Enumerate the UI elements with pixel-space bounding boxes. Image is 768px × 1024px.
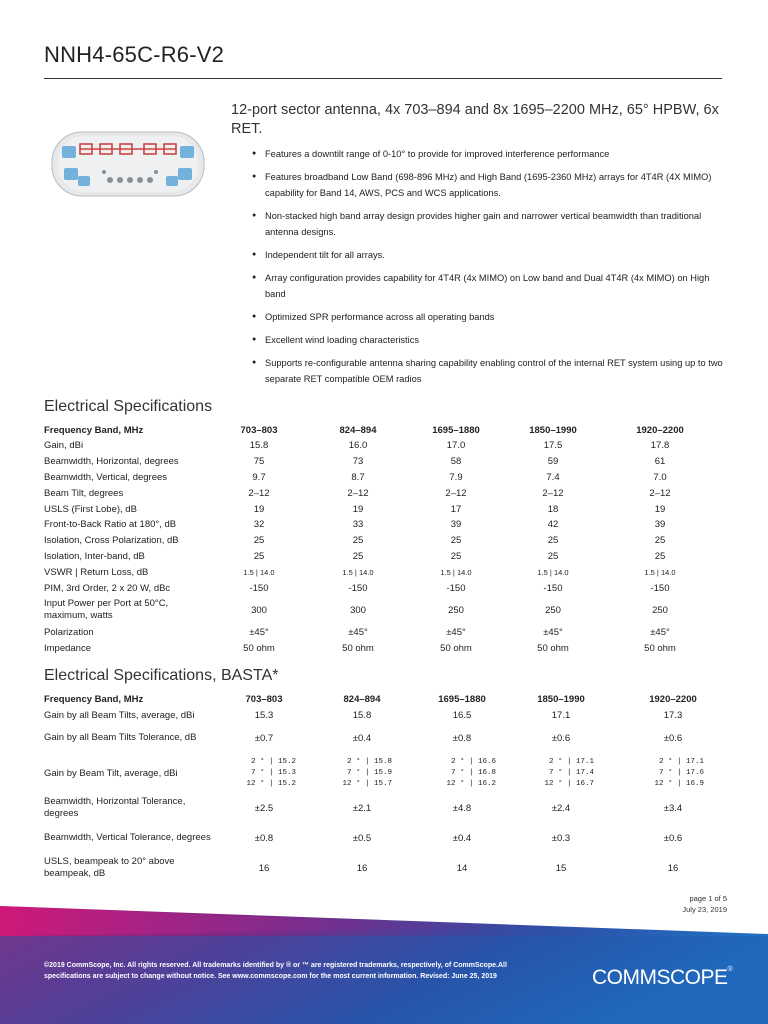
basta-specs-heading: Electrical Specifications, BASTA* [44, 667, 279, 684]
table-cell: ±2.1 [352, 802, 372, 814]
table-cell: 16 [258, 862, 270, 874]
feature-item: ● Independent tilt for all arrays. [252, 247, 732, 263]
table-cell: ±0.5 [352, 832, 372, 844]
table-cell: 16 [667, 862, 679, 874]
table-cell: 58 [450, 456, 462, 468]
row-label: Gain by all Beam Tilts, average, dBi [44, 709, 195, 721]
table-row [44, 549, 714, 565]
table-cell: 17.5 [543, 440, 563, 452]
table-cell: 39 [450, 519, 462, 531]
table-header-cell: Frequency Band, MHz [44, 693, 144, 705]
table-cell: 1.5 | 14.0 [537, 567, 569, 577]
row-label: Beam Tilt, degrees [44, 487, 124, 499]
table-cell: 25 [654, 550, 666, 562]
row-label: Front-to-Back Ratio at 180°, dB [44, 519, 177, 531]
page-number: page 1 of 5 [689, 894, 727, 903]
row-label: Gain by all Beam Tilts Tolerance, dB [44, 732, 197, 743]
table-header-cell: 824–894 [339, 424, 377, 436]
table-cell: 250 [545, 604, 561, 616]
table-cell: 8.7 [351, 471, 365, 483]
table-cell: ±0.4 [452, 832, 472, 844]
table-cell: ±0.6 [663, 832, 683, 844]
table-cell: ±4.8 [452, 802, 472, 814]
basta-specs-table [44, 691, 738, 883]
table-cell: 2 ° | 17.1 7 ° | 17.6 12 ° | 16.9 [654, 757, 704, 788]
table-cell: ±3.4 [663, 802, 683, 814]
row-label: VSWR | Return Loss, dB [44, 566, 149, 578]
table-cell: ±45° [348, 627, 368, 639]
table-cell: 18 [547, 503, 559, 515]
table-cell: 250 [448, 604, 464, 616]
table-cell: 17.3 [663, 709, 683, 721]
table-cell: 50 ohm [440, 643, 472, 655]
table-cell: 50 ohm [537, 643, 569, 655]
table-header-cell: 1920–2200 [636, 424, 684, 436]
table-cell: ±2.4 [551, 802, 571, 814]
row-label: PIM, 3rd Order, 2 x 20 W, dBc [44, 582, 171, 594]
table-row [44, 517, 714, 533]
table-cell: ±0.8 [452, 732, 472, 744]
feature-item: ● Features broadband Low Band (698-896 MHz) and High Band (1695-2360 MHz) arrays for 4T4R (4X MIMO) capability for Band 14, AWS, PCS and WCS applications. [252, 169, 732, 201]
table-row [44, 596, 714, 625]
table-cell: 25 [450, 550, 462, 562]
table-cell: 9.7 [252, 471, 266, 483]
table-header-row [44, 691, 738, 707]
table-row [44, 753, 738, 793]
table-cell: 19 [253, 503, 265, 515]
table-cell: 1.5 | 14.0 [644, 567, 676, 577]
row-label: Polarization [44, 627, 94, 639]
table-header-cell: 703–803 [245, 693, 283, 705]
table-cell: ±45° [650, 627, 670, 639]
table-cell: ±45° [543, 627, 563, 639]
table-cell: 25 [450, 535, 462, 547]
table-cell: 16.5 [452, 709, 472, 721]
table-cell: ±45° [249, 627, 269, 639]
table-cell: 2–12 [542, 487, 564, 499]
table-cell: 2 ° | 17.1 7 ° | 17.4 12 ° | 16.7 [544, 757, 594, 788]
table-cell: 61 [654, 456, 666, 468]
row-label: Beamwidth, Vertical Tolerance, degrees [44, 832, 211, 843]
table-row [44, 793, 738, 823]
table-cell: 2 ° | 15.2 7 ° | 15.3 12 ° | 15.2 [246, 757, 296, 788]
table-header-cell: 1695–1880 [438, 693, 486, 705]
table-row [44, 564, 714, 580]
table-cell: 2 ° | 15.8 7 ° | 15.9 12 ° | 15.7 [342, 757, 392, 788]
table-cell: 25 [352, 535, 364, 547]
table-cell: 16.0 [348, 440, 368, 452]
table-header-cell: Frequency Band, MHz [44, 424, 144, 436]
table-row [44, 470, 714, 486]
table-cell: ±0.6 [551, 732, 571, 744]
table-row [44, 625, 714, 641]
table-cell: 300 [350, 604, 366, 616]
table-cell: 15.3 [254, 709, 274, 721]
table-cell: 14 [456, 862, 468, 874]
table-row [44, 580, 714, 596]
row-label: USLS, beampeak to 20° above beampeak, dB [44, 856, 175, 879]
table-cell: 2–12 [347, 487, 369, 499]
page-title: NNH4-65C-R6-V2 [44, 42, 225, 67]
table-cell: 7.0 [653, 471, 667, 483]
table-cell: 2–12 [445, 487, 467, 499]
table-cell: 50 ohm [644, 643, 676, 655]
row-label: Gain by Beam Tilt, average, dBi [44, 767, 178, 779]
table-cell: ±0.3 [551, 832, 571, 844]
table-cell: 25 [654, 535, 666, 547]
table-cell: ±0.8 [254, 832, 274, 844]
table-header-cell: 1850–1990 [529, 424, 577, 436]
table-cell: 75 [253, 456, 265, 468]
table-cell: 7.4 [546, 471, 560, 483]
table-row [44, 438, 714, 454]
table-cell: 250 [652, 604, 668, 616]
table-cell: 2 ° | 16.6 7 ° | 16.8 12 ° | 16.2 [446, 757, 496, 788]
table-cell: 16 [356, 862, 368, 874]
logo-registered-mark: ® [727, 966, 733, 973]
table-cell: 2–12 [248, 487, 270, 499]
table-cell: 2–12 [649, 487, 671, 499]
table-cell: 17.1 [551, 709, 571, 721]
table-cell: -150 [446, 582, 466, 594]
table-header-cell: 824–894 [343, 693, 381, 705]
commscope-logo [592, 966, 732, 990]
table-row [44, 533, 714, 549]
table-cell: 25 [547, 550, 559, 562]
table-cell: 15.8 [352, 709, 372, 721]
table-row [44, 501, 714, 517]
page-date: July 23, 2019 [682, 905, 727, 914]
table-cell: -150 [249, 582, 269, 594]
table-cell: 25 [253, 535, 265, 547]
table-cell: -150 [650, 582, 670, 594]
antenna-product-image [48, 130, 208, 198]
row-label: USLS (First Lobe), dB [44, 503, 137, 515]
row-label: Isolation, Inter-band, dB [44, 550, 145, 562]
table-cell: 17.0 [446, 440, 466, 452]
table-cell: ±0.7 [254, 732, 274, 744]
table-cell: 1.5 | 14.0 [342, 567, 374, 577]
table-row [44, 641, 714, 657]
footer-legal-text: ©2019 CommScope, Inc. All rights reserved. All trademarks identified by ® or ™ are registered trademarks, respectively, of CommScope.All specifications are subject to change without notice. See www.commscope.com for the most current information. Revised: June 25, 2019 [44, 962, 507, 980]
table-cell: 39 [654, 519, 666, 531]
table-cell: ±0.4 [352, 732, 372, 744]
feature-item: ● Non-stacked high band array design provides higher gain and narrower vertical beamwidth than traditional antenna designs. [252, 208, 732, 240]
table-cell: 50 ohm [243, 643, 275, 655]
row-label: Impedance [44, 643, 92, 655]
table-cell: 25 [253, 550, 265, 562]
table-cell: 1.5 | 14.0 [243, 567, 275, 577]
feature-item: ● Optimized SPR performance across all operating bands [252, 309, 732, 325]
row-label: Beamwidth, Vertical, degrees [44, 471, 168, 483]
table-cell: 50 ohm [342, 643, 374, 655]
table-cell: 1.5 | 14.0 [440, 567, 472, 577]
table-row [44, 707, 738, 723]
row-label: Beamwidth, Horizontal, degrees [44, 456, 179, 468]
title-divider [44, 78, 722, 79]
table-cell: ±0.6 [663, 732, 683, 744]
table-cell: 17.8 [650, 440, 670, 452]
table-cell: 19 [352, 503, 364, 515]
row-label: Isolation, Cross Polarization, dB [44, 535, 179, 547]
table-cell: 15 [555, 862, 567, 874]
table-cell: 17 [450, 503, 462, 515]
table-header-row [44, 422, 714, 438]
table-cell: 42 [547, 519, 559, 531]
feature-list [252, 146, 732, 394]
table-cell: ±45° [446, 627, 466, 639]
row-label: Beamwidth, Horizontal Tolerance, degrees [44, 796, 186, 819]
product-subtitle: 12-port sector antenna, 4x 703–894 and 8x 1695–2200 MHz, 65° HPBW, 6x RET. [231, 102, 719, 137]
table-header-cell: 1920–2200 [649, 693, 697, 705]
table-cell: ±2.5 [254, 802, 274, 814]
table-row [44, 823, 738, 853]
table-row [44, 454, 714, 470]
feature-item: ● Features a downtilt range of 0-10° to provide for improved interference performance [252, 146, 732, 162]
table-cell: 25 [547, 535, 559, 547]
feature-item: ● Supports re-configurable antenna sharing capability enabling control of the internal RET system using up to two separate RET compatible OEM radios [252, 355, 732, 387]
table-header-cell: 1850–1990 [537, 693, 585, 705]
row-label: Gain, dBi [44, 440, 84, 452]
table-cell: 73 [352, 456, 364, 468]
logo-wordmark: COMMSCOPE [592, 966, 728, 989]
table-header-cell: 1695–1880 [432, 424, 480, 436]
table-cell: 7.9 [449, 471, 463, 483]
table-row [44, 853, 738, 883]
table-cell: 25 [352, 550, 364, 562]
table-cell: 300 [251, 604, 267, 616]
table-cell: 59 [547, 456, 559, 468]
table-cell: 15.8 [249, 440, 269, 452]
table-row [44, 485, 714, 501]
table-header-cell: 703–803 [240, 424, 278, 436]
table-row [44, 723, 738, 753]
table-cell: 33 [352, 519, 364, 531]
feature-item: ● Array configuration provides capability for 4T4R (4x MIMO) on Low band and Dual 4T4R (4x MIMO) on High band [252, 270, 732, 302]
row-label: Input Power per Port at 50°C, maximum, watts [44, 598, 169, 622]
table-cell: 32 [253, 519, 265, 531]
table-cell: -150 [348, 582, 368, 594]
feature-item: ● Excellent wind loading characteristics [252, 332, 732, 348]
table-cell: 19 [654, 503, 666, 515]
electrical-specs-table [44, 422, 714, 657]
table-cell: -150 [543, 582, 563, 594]
electrical-specs-heading: Electrical Specifications [44, 398, 213, 415]
